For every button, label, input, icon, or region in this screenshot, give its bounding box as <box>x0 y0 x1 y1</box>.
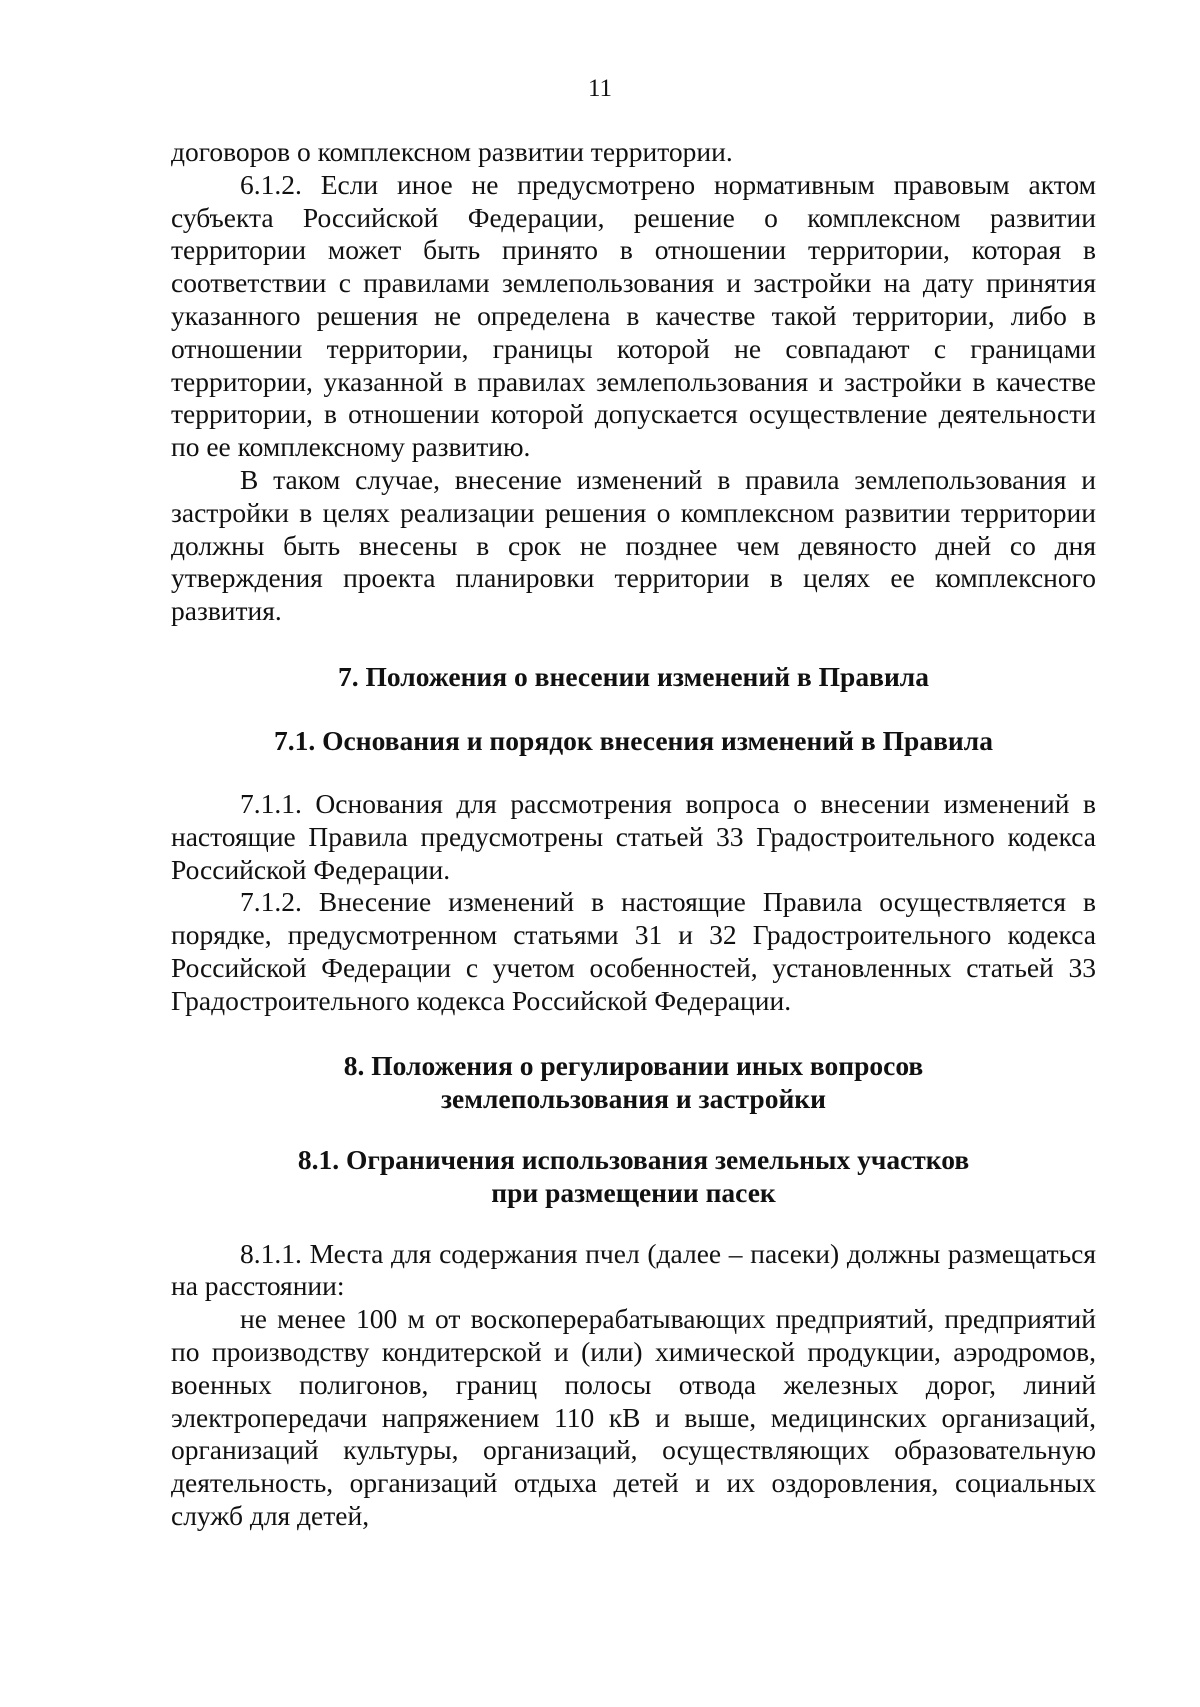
section-8-heading <box>171 1049 1096 1115</box>
document-body <box>171 136 1096 1533</box>
page-number: 11 <box>587 75 613 102</box>
paragraph-6-1-2: 6.1.2. Если иное не предусмотрено нормативным правовым актом субъекта Российской Федерации, решение о комплексном развитии территории может быть принято в отношении территории, которая в соответствии с правилами землепользования и застройки на дату принятия указанного решения не определена в качестве такой территории, либо в отношении территории, границы которой не совпадают с границами территории, указанной в правилах землепользования и застройки в качестве территории, в отношении которой допускается осуществление деятельности по ее комплексному развитию. <box>171 168 1096 463</box>
paragraph-8-1-1: 8.1.1. Места для содержания пчел (далее – пасеки) должны размещаться на расстоянии: <box>171 1237 1096 1302</box>
section-8-1-heading-line1: 8.1. Ограничения использования земельных участков <box>297 1143 970 1175</box>
section-8-1-heading <box>171 1143 1096 1209</box>
paragraph-continuation: договоров о комплексном развитии территории. <box>171 136 733 167</box>
paragraph-6-1-2-cont: В таком случае, внесение изменений в правила землепользования и застройки в целях реализации решения о комплексном развитии территории должны быть внесены в срок не позднее чем девяносто дней со дня утверждения проекта планировки территории в целях ее комплексного развития. <box>171 463 1096 627</box>
section-8-1-heading-line2: при размещении пасек <box>491 1176 776 1208</box>
section-8-heading-line1: 8. Положения о регулировании иных вопросов <box>343 1049 924 1081</box>
section-8-heading-line2: землепользования и застройки <box>441 1082 826 1114</box>
paragraph-7-1-2: 7.1.2. Внесение изменений в настоящие Правила осуществляется в порядке, предусмотренном статьями 31 и 32 Градостроительного кодекса Российской Федерации с учетом особенностей, установленных статьей 33 Градостроительного кодекса Российской Федерации. <box>171 886 1096 1016</box>
section-7-heading: 7. Положения о внесении изменений в Правила <box>338 660 929 692</box>
paragraph-7-1-1: 7.1.1. Основания для рассмотрения вопроса о внесении изменений в настоящие Правила предусмотрены статьей 33 Градостроительного кодекса Российской Федерации. <box>171 787 1096 885</box>
section-7-1-heading: 7.1. Основания и порядок внесения изменений в Правила <box>274 724 993 756</box>
paragraph-8-1-1-distance: не менее 100 м от воскоперерабатывающих предприятий, предприятий по производству кондитерской и (или) химической продукции, аэродромов, военных полигонов, границ полосы отвода железных дорог, линий электропередачи напряжением 110 кВ и выше, медицинских организаций, организаций культуры, организаций, осуществляющих образовательную деятельность, организаций отдыха детей и их оздоровления, социальных служб для детей, <box>171 1303 1096 1531</box>
